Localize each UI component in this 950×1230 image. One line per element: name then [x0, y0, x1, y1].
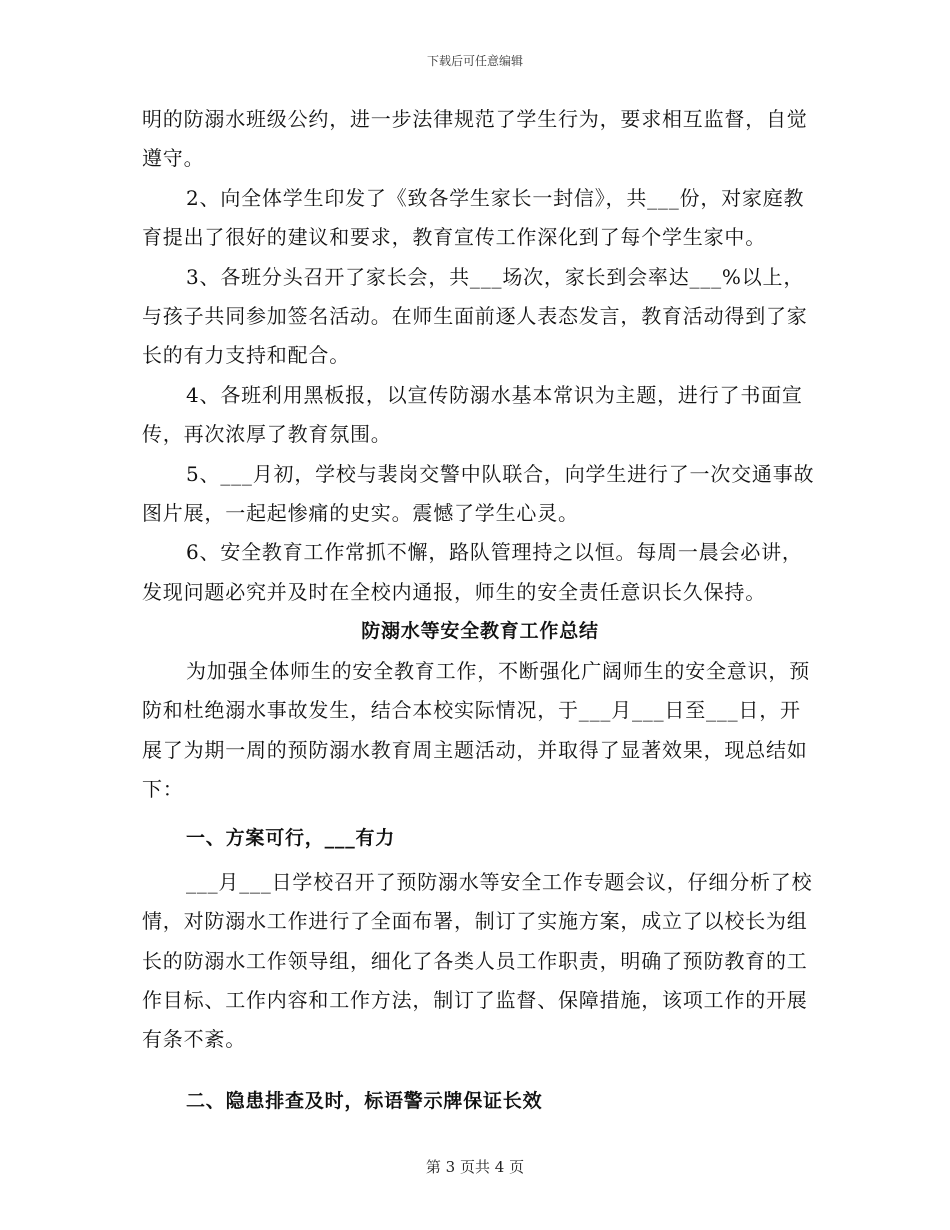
paragraph-continuation: 明的防溺水班级公约，进一步法律规范了学生行为，要求相互监督，自觉遵守。 — [142, 107, 808, 171]
page-footer: 第 3 页共 4 页 — [425, 1158, 525, 1176]
paragraph-item-2: 2、向全体学生印发了《致各学生家长一封信》，共___份，对家庭教育提出了很好的建议和要求，教育宣传工作深化到了每个学生家中。 — [142, 185, 805, 250]
paragraph-item-6: 6、安全教育工作常抓不懈，路队管理持之以恒。每周一晨会必讲，发现问题必究并及时在全校内通报，师生的安全责任意识长久保持。 — [142, 540, 803, 604]
paragraph-item-5: 5、___月初，学校与裴岗交警中队联合，向学生进行了一次交通事故图片展，一起起惨痛的史实。震憾了学生心灵。 — [142, 461, 815, 526]
paragraph-item-3: 3、各班分头召开了家长会，共___场次，家长到会率达___%以上，与孩子共同参加签名活动。在师生面前逐人表态发言，教育活动得到了家长的有力支持和配合。 — [142, 264, 808, 368]
paragraph-item-4: 4、各班利用黑板报，以宣传防溺水基本常识为主题，进行了书面宣传，再次浓厚了教育氛围。 — [142, 382, 803, 447]
page-header: 下载后可任意编辑 — [426, 54, 523, 68]
section-title: 防溺水等安全教育工作总结 — [361, 620, 599, 643]
heading-plan: 一、方案可行，___有力 — [186, 827, 396, 850]
document-body — [142, 100, 818, 1125]
paragraph-intro: 为加强全体师生的安全教育工作，不断强化广阔师生的安全意识，预防和杜绝溺水事故发生，结合本校实际情况，于___月___日至___日，开展了为期一周的预防溺水教育周主题活动，并取得了显著效果，现总结如下： — [142, 658, 810, 801]
heading-hazard-check: 二、隐患排查及时，标语警示牌保证长效 — [186, 1089, 543, 1112]
paragraph-plan: ___月___日学校召开了预防溺水等安全工作专题会议，仔细分析了校情，对防溺水工作进行了全面布署，制订了实施方案，成立了以校长为组长的防溺水工作领导组，细化了各类人员工作职责，明确了预防教育的工作目标、工作内容和工作方法，制订了监督、保障措施，该项工作的开展有条不紊。 — [142, 869, 813, 1052]
